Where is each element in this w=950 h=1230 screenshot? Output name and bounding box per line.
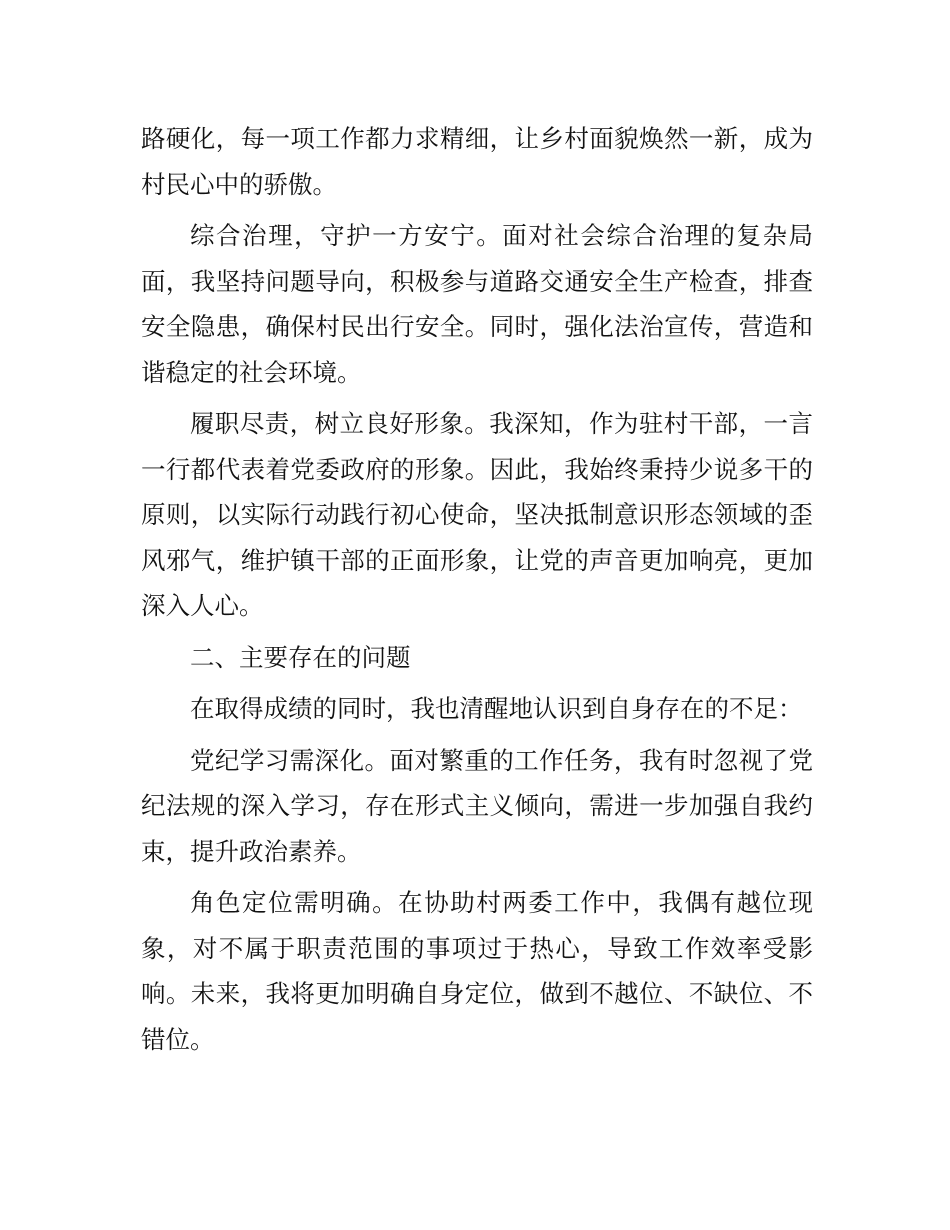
paragraph-duty-image: 履职尽责，树立良好形象。我深知，作为驻村干部，一言一行都代表着党委政府的形象。因此，我始终秉持少说多干的原则，以实际行动践行初心使命，坚决抵制意识形态领域的歪风邪气，维护镇干部的正面形象，让党的声音更加响亮，更加深入人心。 [141, 409, 813, 620]
paragraph-comprehensive-governance: 综合治理，守护一方安宁。面对社会综合治理的复杂局面，我坚持问题导向，积极参与道路交通安全生产检查，排查安全隐患，确保村民出行安全。同时，强化法治宣传，营造和谐稳定的社会环境。 [141, 221, 813, 387]
paragraph-role-positioning: 角色定位需明确。在协助村两委工作中，我偶有越位现象，对不属于职责范围的事项过于热心，导致工作效率受影响。未来，我将更加明确自身定位，做到不越位、不缺位、不错位。 [141, 888, 813, 1054]
paragraph-continuation: 路硬化，每一项工作都力求精细，让乡村面貌焕然一新，成为村民心中的骄傲。 [141, 124, 813, 199]
paragraph-party-discipline: 党纪学习需深化。面对繁重的工作任务，我有时忽视了党纪法规的深入学习，存在形式主义倾向，需进一步加强自我约束，提升政治素养。 [141, 745, 813, 866]
paragraph-problems-intro: 在取得成绩的同时，我也清醒地认识到自身存在的不足： [190, 694, 803, 723]
section-heading-problems: 二、主要存在的问题 [190, 642, 411, 672]
document-body [141, 116, 813, 1062]
